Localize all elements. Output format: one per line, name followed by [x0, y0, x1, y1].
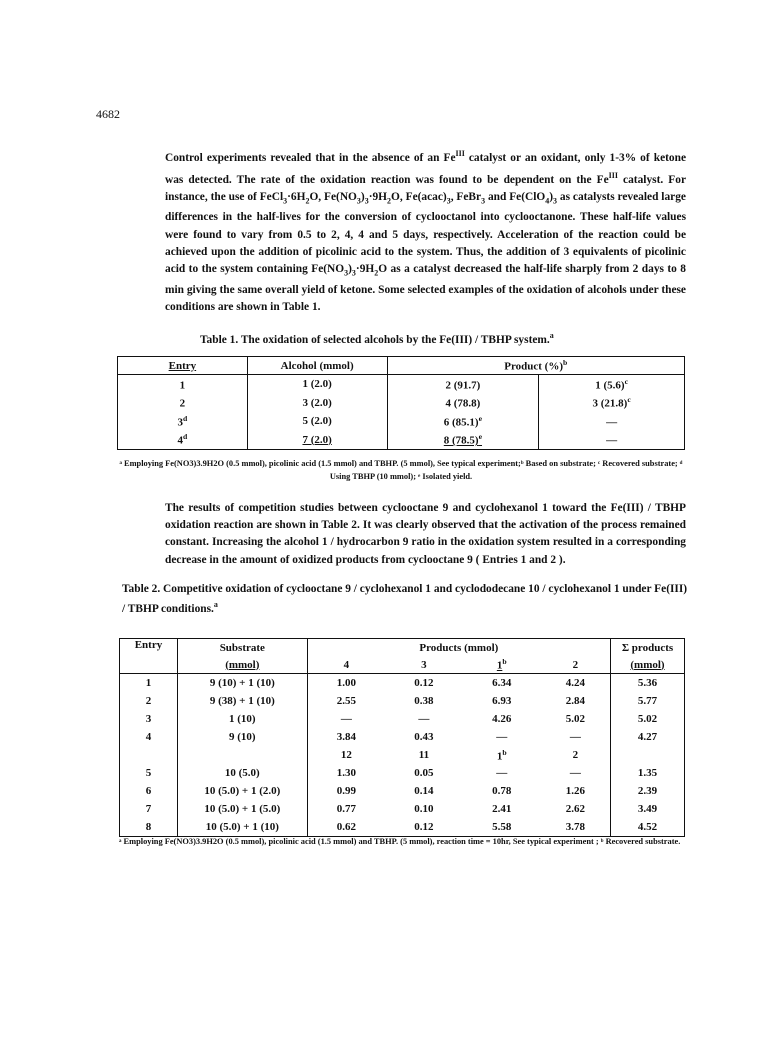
table2-cell-product-a: 0.62 [307, 818, 385, 837]
table2-col-2: 2 [572, 658, 579, 671]
table2-cell-product-b: 0.12 [414, 821, 434, 833]
table2-cell-sum: 4.27 [611, 728, 685, 746]
table1-row [118, 431, 685, 450]
table2-cell-product-a: 0.99 [307, 782, 385, 800]
table2-cell-entry: 6 [145, 785, 152, 797]
table2-col-4: 4 [343, 658, 350, 671]
table1-cell-entry [118, 394, 248, 413]
entry-value: 3 [177, 416, 183, 429]
table2-row [120, 764, 685, 782]
table2-cell-sum: 5.77 [611, 692, 685, 710]
product-value: 6 (85.1) [443, 416, 479, 429]
product-value: 2 (91.7) [445, 379, 481, 392]
table1-cell-product [387, 431, 539, 450]
table1-cell-product [387, 412, 539, 431]
table2-cell-product-c: — [496, 767, 508, 779]
table2-cell-product-d: 4.24 [565, 677, 585, 689]
table2-cell-substrate: 1 (10) [177, 710, 307, 728]
table2-row [120, 818, 685, 837]
table2-row [120, 710, 685, 728]
table2-cell-product-a: 3.84 [307, 728, 385, 746]
table1-cell-entry [118, 412, 248, 431]
table2-cell-product-a: 1.30 [307, 764, 385, 782]
table1-cell-alcohol: 1 (2.0) [247, 375, 387, 394]
table2-cell-product-a: 0.77 [307, 800, 385, 818]
table1 [117, 356, 685, 450]
table2-header-products: Products (mmol) [307, 639, 610, 657]
recovered-value: 3 (21.8) [592, 398, 628, 411]
table2-cell-product-d: 1.26 [565, 785, 585, 797]
table2-cell-entry: 1 [145, 677, 152, 689]
recovered-sup: c [627, 395, 631, 405]
table2-cell-entry: 5 [145, 767, 152, 779]
table2-cell-entry: 7 [145, 803, 152, 815]
table2-cell-entry: 2 [145, 695, 152, 707]
entry-value: 4 [177, 435, 183, 448]
table2-cell-product-c: — [496, 731, 508, 743]
page-number: 4682 [96, 107, 120, 121]
table1-caption: Table 1. The oxidation of selected alcohols by the Fe(III) / TBHP system.$^a$ [200, 331, 554, 346]
table2-header-entry: Entry [120, 639, 178, 674]
table2-cell-product-d: — [569, 731, 581, 743]
table2-subcol-2: 2 [572, 749, 579, 761]
table1-cell-recovered [539, 412, 685, 431]
table2-cell-product-c: 2.41 [492, 803, 512, 815]
recovered-value: — [606, 416, 618, 429]
table2-cell-substrate: 9 (10) + 1 (10) [177, 674, 307, 693]
table2-cell-product-d: 3.78 [565, 821, 585, 833]
table2-cell-product-c: 4.26 [492, 713, 512, 725]
table1-cell-recovered [539, 431, 685, 450]
table1-header-entry: Entry [168, 359, 197, 372]
entry-sup: d [182, 413, 188, 423]
table1-header-product: Product (%) [504, 360, 563, 373]
table2-row [120, 800, 685, 818]
table1-row [118, 394, 685, 413]
table1-header-alcohol: Alcohol (mmol) [280, 359, 354, 372]
table2-subcol-12: 12 [307, 746, 385, 764]
table2-header-substrate: Substrate [177, 639, 307, 657]
table2-cell-product-b: 0.10 [414, 803, 434, 815]
table2-cell-product-d: 2.84 [565, 695, 585, 707]
table2-header-row-1 [120, 639, 685, 657]
table2-cell-product-b: 0.12 [414, 677, 434, 689]
table1-cell-alcohol: 3 (2.0) [247, 394, 387, 413]
table2-cell-sum: 5.36 [611, 674, 685, 693]
table2-cell-substrate: 10 (5.0) + 1 (5.0) [177, 800, 307, 818]
table2-subheader-row: 12 11 1$^b$ 2 [120, 746, 685, 764]
table2-cell-product-b: 0.43 [414, 731, 434, 743]
table2-cell-substrate: 9 (38) + 1 (10) [177, 692, 307, 710]
table2-row [120, 728, 685, 746]
table2-cell-product-b: 0.14 [414, 785, 434, 797]
table1-cell-entry [118, 375, 248, 394]
table2-cell-sum: 5.02 [611, 710, 685, 728]
table1-cell-alcohol: 5 (2.0) [247, 412, 387, 431]
table2-cell-product-a: — [307, 710, 385, 728]
recovered-value: 1 (5.6) [595, 379, 625, 392]
table2-subcol-1: 1 [496, 750, 503, 763]
entry-value: 2 [179, 398, 186, 411]
table2-cell-product-c: 5.58 [492, 821, 512, 833]
table1-cell-product [387, 375, 539, 394]
table2-col-3: 3 [421, 658, 427, 671]
table2-row [120, 692, 685, 710]
table2-header-substrate-unit: (mmol) [225, 658, 260, 671]
entry-value: 1 [179, 379, 186, 392]
product-sup: e [478, 413, 483, 423]
table1-row [118, 375, 685, 394]
table2-cell-product-a: 2.55 [307, 692, 385, 710]
product-sup: e [478, 432, 483, 442]
paragraph-competition: The results of competition studies between cyclooctane 9 and cyclohexanol 1 toward the Fe(III) / TBHP oxidation reaction are shown in Table 2. It was clearly observed that the activation of the process remained constant. Increasing the alcohol 1 / hydrocarbon 9 ratio in the oxidation system resulted in a corresponding decrease in the amount of oxidized products from cyclooctane 9 ( Entries 1 and 2 ). [165, 502, 686, 566]
table2-cell-substrate: 10 (5.0) [177, 764, 307, 782]
table1-footnote: ᵃ Employing Fe(NO3)3.9H2O (0.5 mmol), picolinic acid (1.5 mmol) and TBHP. (5 mmol), See typical experiment;ᵇ Based on substrate; ᶜ Recovered substrate; ᵈ Using TBHP (10 mmol); ᵉ Isolated yield. [119, 459, 683, 481]
table2-cell-product-b: — [418, 713, 430, 725]
product-value: 8 (78.5) [443, 435, 479, 448]
table1-header-row: Entry Alcohol (mmol) Product (%)$^b$ [118, 357, 685, 375]
table2-cell-sum: 4.52 [611, 818, 685, 837]
entry-sup: d [182, 432, 188, 442]
table2-footnote: ᵃ Employing Fe(NO3)3.9H2O (0.5 mmol), picolinic acid (1.5 mmol) and TBHP. (5 mmol), reaction time = 10hr, See typical experiment ; ᵇ Recovered substrate. [119, 837, 681, 846]
table2-cell-entry: 4 [145, 731, 152, 743]
table2-header-row-2: (mmol) 4 3 1$^b$ 2 (mmol) [120, 656, 685, 674]
table1-cell-alcohol: 7 (2.0) [247, 431, 387, 450]
table2-cell-product-c: 0.78 [492, 785, 512, 797]
paragraph-intro: Control experiments revealed that in the absence of an $Fe^{III}$ catalyst or an oxidant, only 1-3% of ketone was detected. The rate of the oxidation reaction was found to be dependent on the $Fe^{III}$ catalyst. For instance, the use of $FeCl_3\cdot 6H_2O$, $Fe(NO_3)_3\cdot 9H_2O$, $Fe(acac)_3$, FeBr$_3$ and $Fe(ClO_4)_3$ as catalysts revealed large differences in the half-lives for the conversion of cyclooctanol into cyclooctanone. These half-life values were found to vary from 0.5 to 2, 4, 4 and 5 days, respectively. Acceleration of the reaction could be achieved upon the addition of picolinic acid to the system. Thus, the addition of 3 equivalents of picolinic acid to the system containing $Fe(NO_3)_3\cdot 9H_2O$ as a catalyst decreased the half-life sharply from 2 days to 8 min giving the same overall yield of ketone. Some selected examples of the oxidation of alcohols under these conditions are shown in Table 1. [165, 149, 686, 313]
table2-cell-product-c: 6.93 [492, 695, 512, 707]
table1-cell-product [387, 394, 539, 413]
table2 [119, 638, 685, 837]
table2-cell-product-d: — [569, 767, 581, 779]
recovered-sup: c [624, 376, 628, 386]
table2-cell-product-a: 1.00 [307, 674, 385, 693]
table2-cell-product-c: 6.34 [492, 677, 512, 689]
table2-col-1: 1 [496, 659, 503, 672]
table2-cell-substrate: 10 (5.0) + 1 (10) [177, 818, 307, 837]
table2-cell-substrate: 10 (5.0) + 1 (2.0) [177, 782, 307, 800]
table2-row [120, 782, 685, 800]
table1-cell-recovered [539, 375, 685, 394]
table2-cell-substrate: 9 (10) [177, 728, 307, 746]
table2-cell-sum: 2.39 [611, 782, 685, 800]
product-value: 4 (78.8) [445, 398, 481, 411]
table2-caption: Table 2. Competitive oxidation of cyclooctane 9 / cyclohexanol 1 and cyclododecane 10 / cyclohexanol 1 under Fe(III) / TBHP conditions.$^a$ [122, 583, 688, 615]
table2-row [120, 674, 685, 693]
table1-row [118, 412, 685, 431]
table2-cell-entry: 8 [145, 821, 152, 833]
table2-cell-entry: 3 [145, 713, 152, 725]
table2-header-sum-unit: (mmol) [630, 658, 665, 671]
table2-cell-sum: 3.49 [611, 800, 685, 818]
table1-cell-recovered [539, 394, 685, 413]
table1-cell-entry [118, 431, 248, 450]
table2-cell-product-d: 2.62 [565, 803, 585, 815]
table2-header-sum: Σ products [611, 639, 685, 657]
table2-cell-sum: 1.35 [611, 764, 685, 782]
table2-cell-product-b: 0.38 [414, 695, 434, 707]
table2-subcol-11: 11 [418, 749, 430, 761]
table2-cell-product-b: 0.05 [414, 767, 434, 779]
table2-cell-product-d: 5.02 [565, 713, 585, 725]
recovered-value: — [606, 435, 618, 448]
